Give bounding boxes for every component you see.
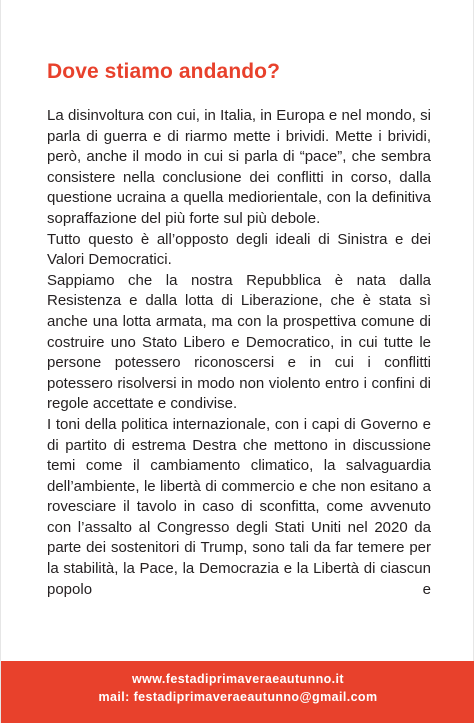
article-body bbox=[47, 106, 431, 600]
paragraph-4: I toni della politica internazionale, con i capi di Governo e di partito di estrema Destra che mettono in discussione temi come il cambiamento climatico, la salvaguardia dell’ambiente, le libertà di commercio e che non esitano a rovesciare il tavolo in caso di sconfitta, come avvenuto con l’assalto al Congresso degli Stati Uniti nel 2020 da parte dei sostenitori di Trump, sono tali da far temere per la stabilità, la Pace, la Democrazia e la Libertà di ciascun popolo e bbox=[47, 415, 431, 598]
paragraph-3: Sappiamo che la nostra Repubblica è nata dalla Resistenza e dalla lotta di Liberazione, che è stata sì anche una lotta armata, ma con la prospettiva comune di costruire uno Stato Libero e Democratico, in cui tutte le persone potessero riconoscersi e in cui i conflitti potessero risolversi in modo non violento entro i confini di regole accettate e condivise. bbox=[47, 271, 431, 413]
footer-banner bbox=[1, 661, 474, 723]
article-title: Dove stiamo andando? bbox=[47, 60, 281, 83]
paragraph-2: Tutto questo è all’opposto degli ideali di Sinistra e dei Valori Democratici. bbox=[47, 230, 431, 269]
footer-mail: mail: festadiprimaveraeautunno@gmail.com bbox=[98, 690, 378, 704]
footer-website: www.festadiprimaveraeautunno.it bbox=[132, 672, 344, 686]
paragraph-1: La disinvoltura con cui, in Italia, in Europa e nel mondo, si parla di guerra e di riarmo mette i brividi. Mette i brividi, però, anche il modo in cui si parla di “pace”, che sembra consistere nella conclusione dei conflitti in corso, dalla questione ucraina a quella mediorientale, con la definitiva sopraffazione del più forte sul più debole. bbox=[47, 107, 431, 227]
